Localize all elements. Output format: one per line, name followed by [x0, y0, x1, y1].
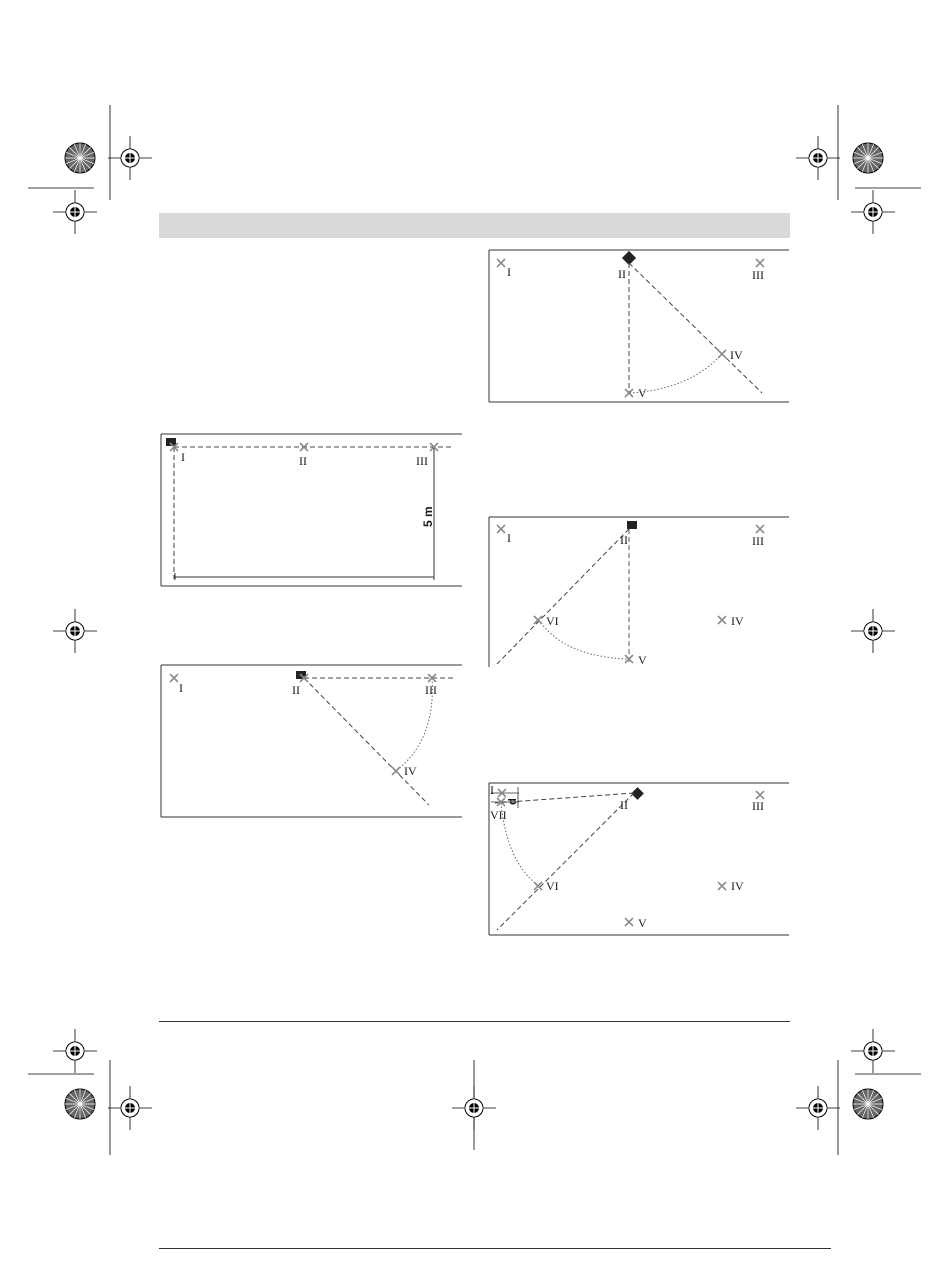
point-label: IV — [731, 614, 744, 628]
point-label: III — [752, 268, 764, 282]
point-label: II — [618, 267, 626, 281]
point-label: IV — [731, 879, 744, 893]
point-label: VII — [490, 808, 507, 822]
point-label: I — [490, 783, 494, 797]
point-label: V — [638, 916, 647, 930]
point-label: I — [507, 531, 511, 545]
point-label: III — [752, 799, 764, 813]
point-label: II — [620, 533, 628, 547]
point-label: VI — [546, 879, 559, 893]
offset-label: d — [507, 798, 519, 805]
figure-a — [161, 434, 463, 588]
point-label: III — [752, 534, 764, 548]
point-label: III — [416, 454, 428, 468]
distance-label: 5 m — [421, 506, 435, 527]
point-label: II — [299, 454, 307, 468]
point-label: I — [181, 450, 185, 464]
header-bar — [159, 213, 790, 238]
figure-c — [489, 250, 791, 404]
point-label: II — [292, 683, 300, 697]
figure-e — [489, 783, 791, 937]
bottom-rule — [159, 1248, 831, 1249]
point-label: III — [425, 683, 437, 697]
footer-rule — [159, 1021, 790, 1022]
point-label: I — [507, 265, 511, 279]
point-label: IV — [730, 348, 743, 362]
point-label: II — [620, 798, 628, 812]
point-label: IV — [404, 764, 417, 778]
point-label: VI — [546, 614, 559, 628]
figure-b — [161, 665, 463, 819]
point-label: V — [638, 386, 647, 400]
point-label: I — [179, 681, 183, 695]
figure-d — [489, 517, 791, 671]
point-label: V — [638, 653, 647, 667]
